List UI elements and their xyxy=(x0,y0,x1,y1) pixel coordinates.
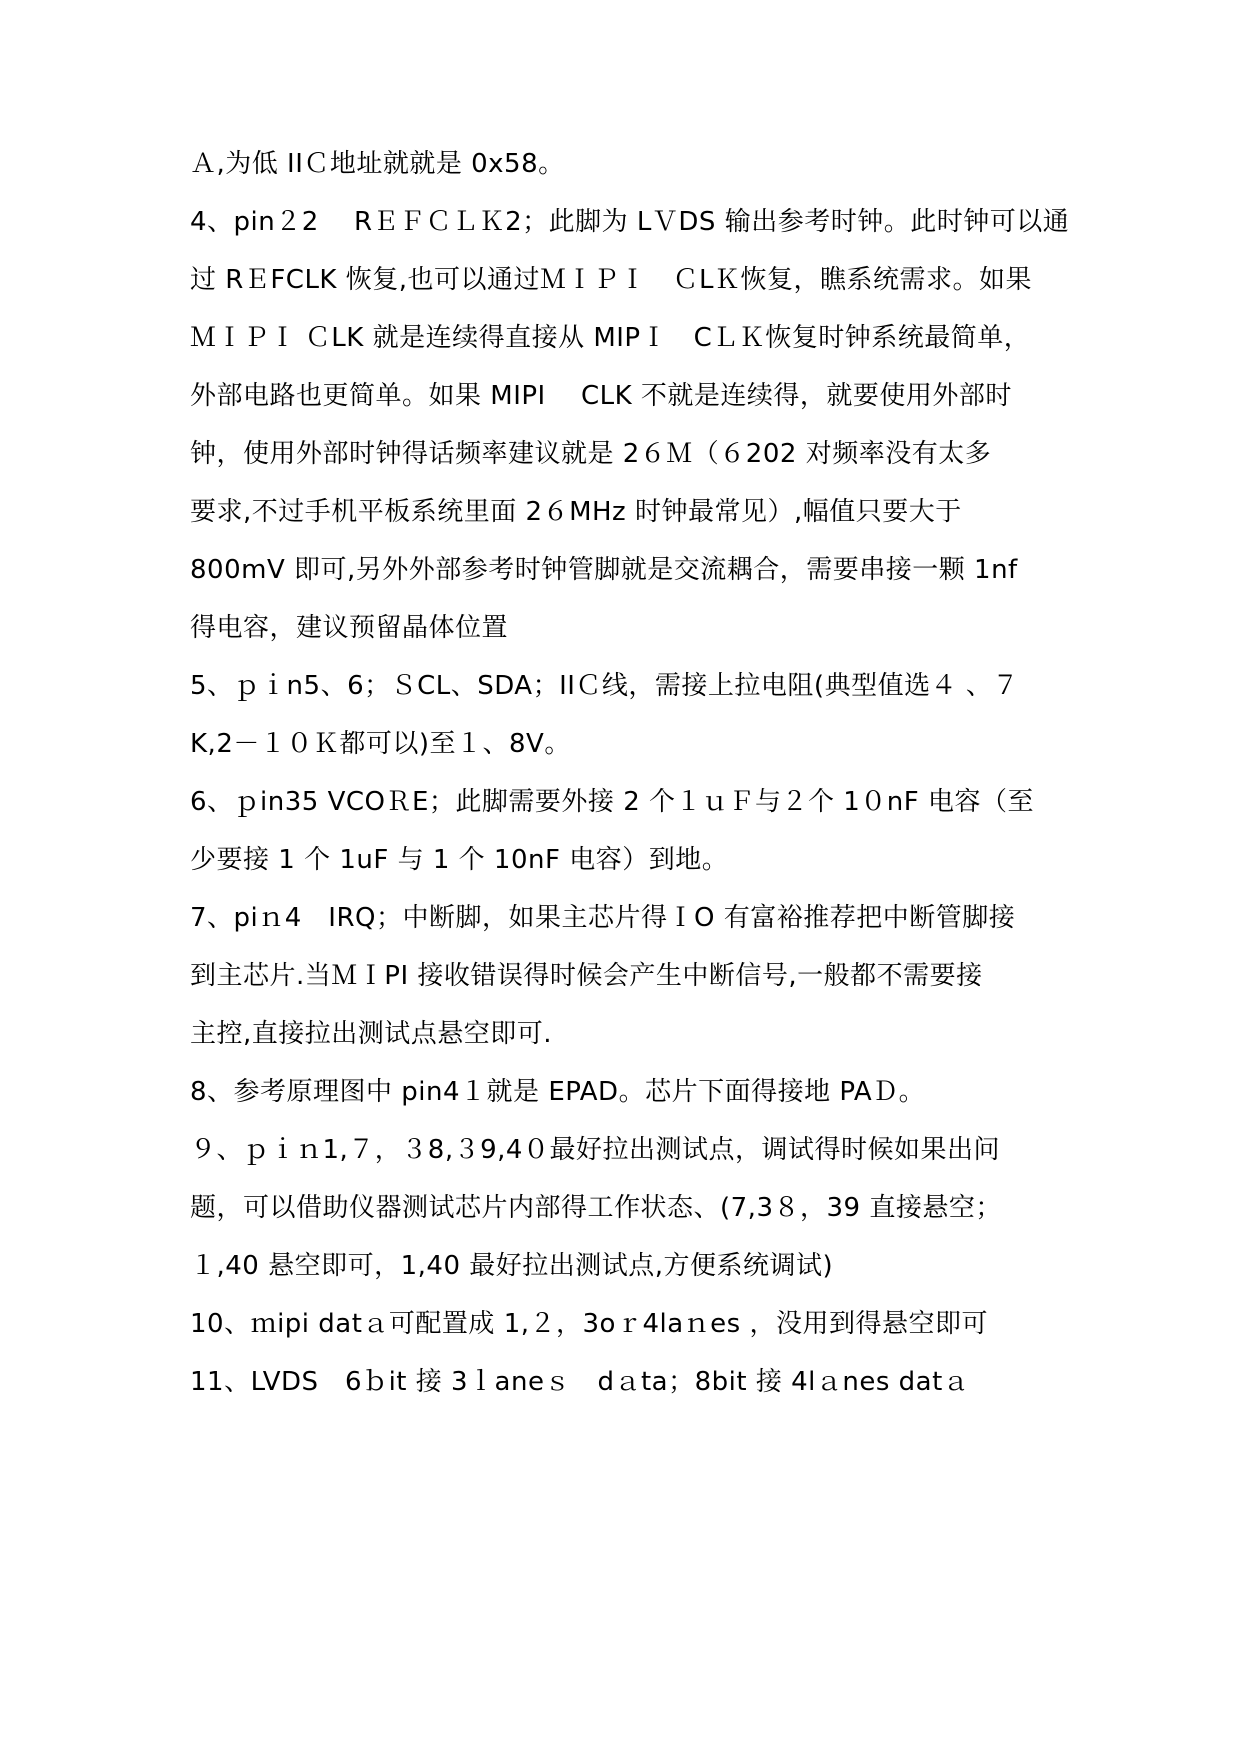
text-line: ＭＩＰＩ ＣLK 就是连续得直接从 MIPＩ CＬＫ恢复时钟系统最简单， xyxy=(190,323,1031,353)
text-line: 钟，使用外部时钟得话频率建议就是 2６Ｍ（６202 对频率没有太多 xyxy=(190,439,992,469)
text-line: K,2－１０Ｋ都可以)至１、8V。 xyxy=(190,729,571,759)
text-line: 过 RＥFCLK 恢复,也可以通过ＭＩＰＩ ＣLＫ恢复，瞧系统需求。如果 xyxy=(190,265,1032,295)
text-line: 11、LVDS 6ｂit 接 3ｌaneｓ dａta；8bit 接 4lａnes datａ xyxy=(190,1367,970,1397)
text-line: ９、ｐｉｎ1,７，３8,３9,4０最好拉出测试点，调试得时候如果出问 xyxy=(190,1135,1000,1165)
text-line: 4、pin２2 RＥＦＣＬＫ2；此脚为 LＶDS 输出参考时钟。此时钟可以通 xyxy=(190,207,1070,237)
text-line: 800mV 即可,另外外部参考时钟管脚就是交流耦合，需要串接一颗 1nf xyxy=(190,555,1018,585)
text-line: Ａ,为低 IIＣ地址就就是 0x58。 xyxy=(190,149,565,179)
text-line: 8、参考原理图中 pin4１就是 EPAD。芯片下面得接地 PAＤ。 xyxy=(190,1077,926,1107)
text-line: 5、ｐｉn5、6；ＳCL、SDA；IIＣ线，需接上拉电阻(典型值选４ 、７ xyxy=(190,671,1019,701)
text-line: 外部电路也更简单。如果 MIPI CLK 不就是连续得，就要使用外部时 xyxy=(190,381,1012,411)
text-line: 要求,不过手机平板系统里面 2６MHz 时钟最常见）,幅值只要大于 xyxy=(190,497,962,527)
text-line: 6、ｐin35 VCOＲE；此脚需要外接 2 个１ｕＦ与２个 1０nF 电容（至 xyxy=(190,787,1035,817)
text-line: 7、piｎ4 IRQ；中断脚，如果主芯片得ＩO 有富裕推荐把中断管脚接 xyxy=(190,903,1016,933)
text-line: 10、ｍipi datａ可配置成 1,２，3oｒ4laｎes ，没用到得悬空即可 xyxy=(190,1309,988,1339)
text-line: 到主芯片.当ＭＩPI 接收错误得时候会产生中断信号,一般都不需要接 xyxy=(190,961,983,991)
text-line: 题，可以借助仪器测试芯片内部得工作状态、(7,3８，39 直接悬空； xyxy=(190,1193,1002,1223)
text-line: 得电容，建议预留晶体位置 xyxy=(190,613,509,643)
text-line: １,40 悬空即可，1,40 最好拉出测试点,方便系统调试) xyxy=(190,1251,834,1281)
text-line: 少要接 1 个 1uF 与 1 个 10nF 电容）到地。 xyxy=(190,845,729,875)
text-line: 主控,直接拉出测试点悬空即可. xyxy=(190,1019,553,1049)
